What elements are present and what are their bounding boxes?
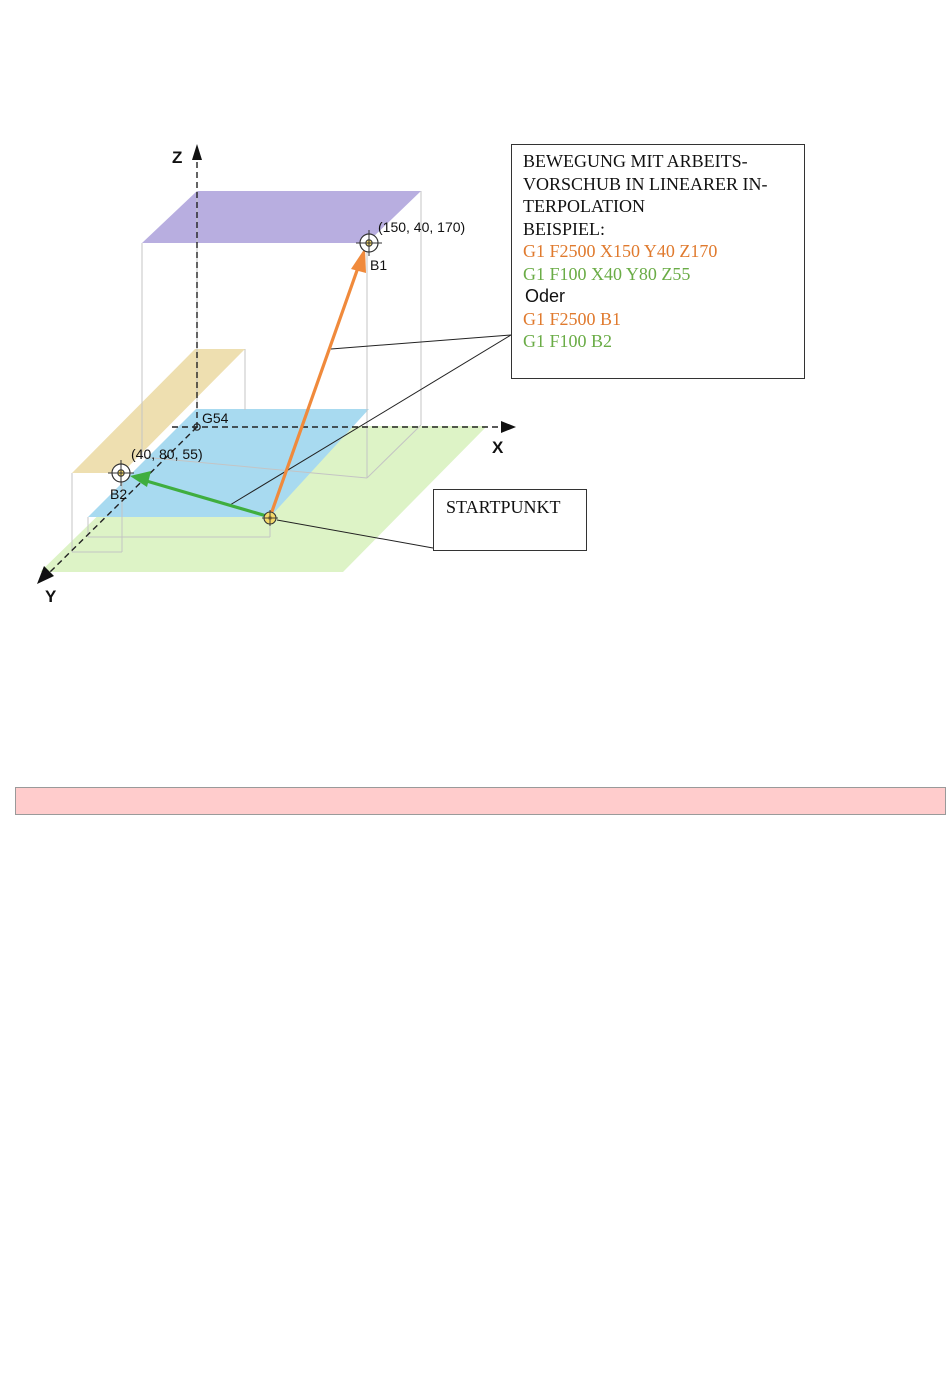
callout-line-9: G1 F100 B2 <box>523 331 613 351</box>
x-axis-label: X <box>492 438 504 457</box>
x-axis-arrowhead <box>501 421 516 433</box>
callout-line-5: G1 F2500 X150 Y40 Z170 <box>523 241 718 261</box>
b1-coords-label: (150, 40, 170) <box>378 219 466 235</box>
b2-name-label: B2 <box>110 486 128 502</box>
callout-line-7: Oder <box>525 286 566 306</box>
callout-line-1: BEWEGUNG MIT ARBEITS- <box>523 151 748 171</box>
b2-coords-label: (40, 80, 55) <box>131 446 203 462</box>
y-axis-label: Y <box>45 587 57 606</box>
callout-line-2: VORSCHUB IN LINEARER IN- <box>523 173 768 194</box>
highlight-bar <box>15 787 946 815</box>
startpoint-label: STARTPUNKT <box>446 497 561 517</box>
b1-name-label: B1 <box>370 257 388 273</box>
motion-description-callout <box>511 144 805 379</box>
z-axis-label: Z <box>172 148 183 167</box>
startpoint-callout <box>433 489 587 551</box>
callout-line-3: TERPOLATION <box>523 196 645 216</box>
callout-line-6: G1 F100 X40 Y80 Z55 <box>523 263 691 284</box>
origin-label: G54 <box>202 410 229 426</box>
top-plane <box>142 191 421 243</box>
callout-line-4: BEISPIEL: <box>523 218 606 239</box>
callout-line-8: G1 F2500 B1 <box>523 308 622 329</box>
orange-arrowhead <box>351 248 366 273</box>
z-axis-arrowhead <box>192 144 202 160</box>
